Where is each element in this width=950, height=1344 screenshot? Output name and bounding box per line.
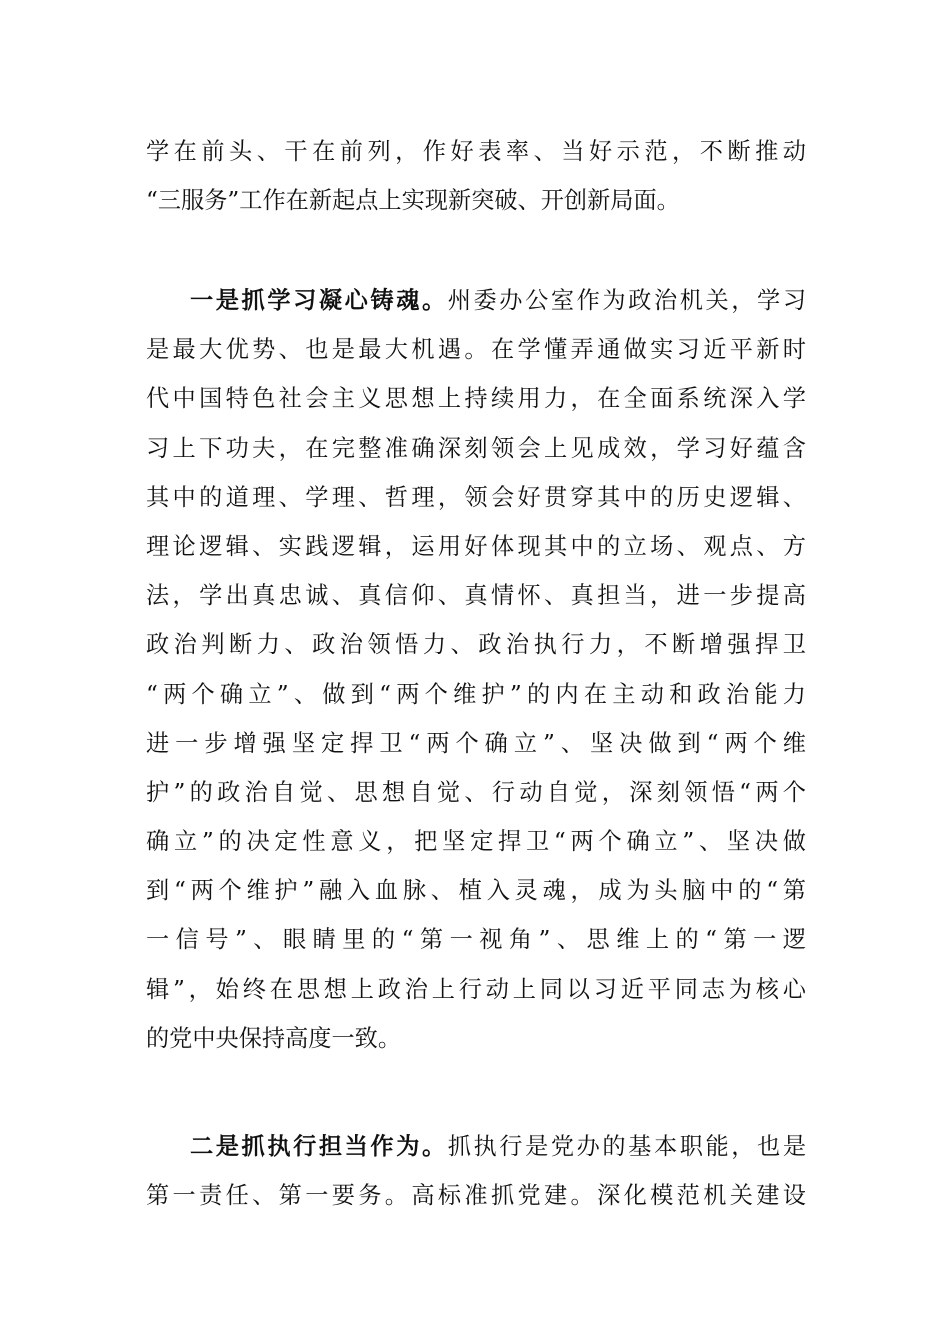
paragraph-line-text: 州委办公室作为政治机关，学习 xyxy=(447,287,806,314)
paragraph-line: 护”的政治自觉、思想自觉、行动自觉，深刻领悟“两个 xyxy=(146,778,806,806)
paragraph-line-text: 抓执行是党办的基本职能，也是 xyxy=(447,1133,806,1160)
paragraph-line: 政治判断力、政治领悟力、政治执行力，不断增强捍卫 xyxy=(146,631,806,659)
paragraph-line: 学在前头、干在前列，作好表率、当好示范，不断推动 xyxy=(146,138,806,165)
paragraph-lead-heading: 一是抓学习凝心铸魂。 xyxy=(190,287,448,314)
paragraph-study xyxy=(146,276,806,1063)
paragraph-intro xyxy=(146,127,806,225)
paragraph-line: 习上下功夫，在完整准确深刻领会上见成效，学习好蕴含 xyxy=(146,434,806,462)
paragraph-lead-heading: 二是抓执行担当作为。 xyxy=(190,1133,448,1160)
paragraph-line: 进一步增强坚定捍卫“两个确立”、坚决做到“两个维 xyxy=(146,729,806,757)
paragraph-execution xyxy=(146,1122,806,1220)
paragraph-line: 第一责任、第一要务。高标准抓党建。深化模范机关建设 xyxy=(146,1182,806,1210)
paragraph-line: 一信号”、眼睛里的“第一视角”、思维上的“第一逻 xyxy=(146,926,806,954)
paragraph-line: 是最大优势、也是最大机遇。在学懂弄通做实习近平新时 xyxy=(146,336,806,364)
paragraph-first-line xyxy=(146,1122,806,1171)
paragraph-line: 其中的道理、学理、哲理，领会好贯穿其中的历史逻辑、 xyxy=(146,483,806,511)
paragraph-line: “三服务”工作在新起点上实现新突破、开创新局面。 xyxy=(146,187,680,215)
paragraph-line: 法，学出真忠诚、真信仰、真情怀、真担当，进一步提高 xyxy=(146,582,806,610)
paragraph-line: 辑”，始终在思想上政治上行动上同以习近平同志为核心 xyxy=(146,975,806,1003)
paragraph-first-line xyxy=(146,276,806,325)
paragraph-line: 到“两个维护”融入血脉、植入灵魂，成为头脑中的“第 xyxy=(146,877,806,905)
paragraph-line: “两个确立”、做到“两个维护”的内在主动和政治能力 xyxy=(146,680,806,708)
paragraph-line: 确立”的决定性意义，把坚定捍卫“两个确立”、坚决做 xyxy=(146,828,806,856)
paragraph-line: 代中国特色社会主义思想上持续用力，在全面系统深入学 xyxy=(146,385,806,413)
paragraph-line: 的党中央保持高度一致。 xyxy=(146,1024,402,1052)
paragraph-line: 理论逻辑、实践逻辑，运用好体现其中的立场、观点、方 xyxy=(146,532,806,560)
